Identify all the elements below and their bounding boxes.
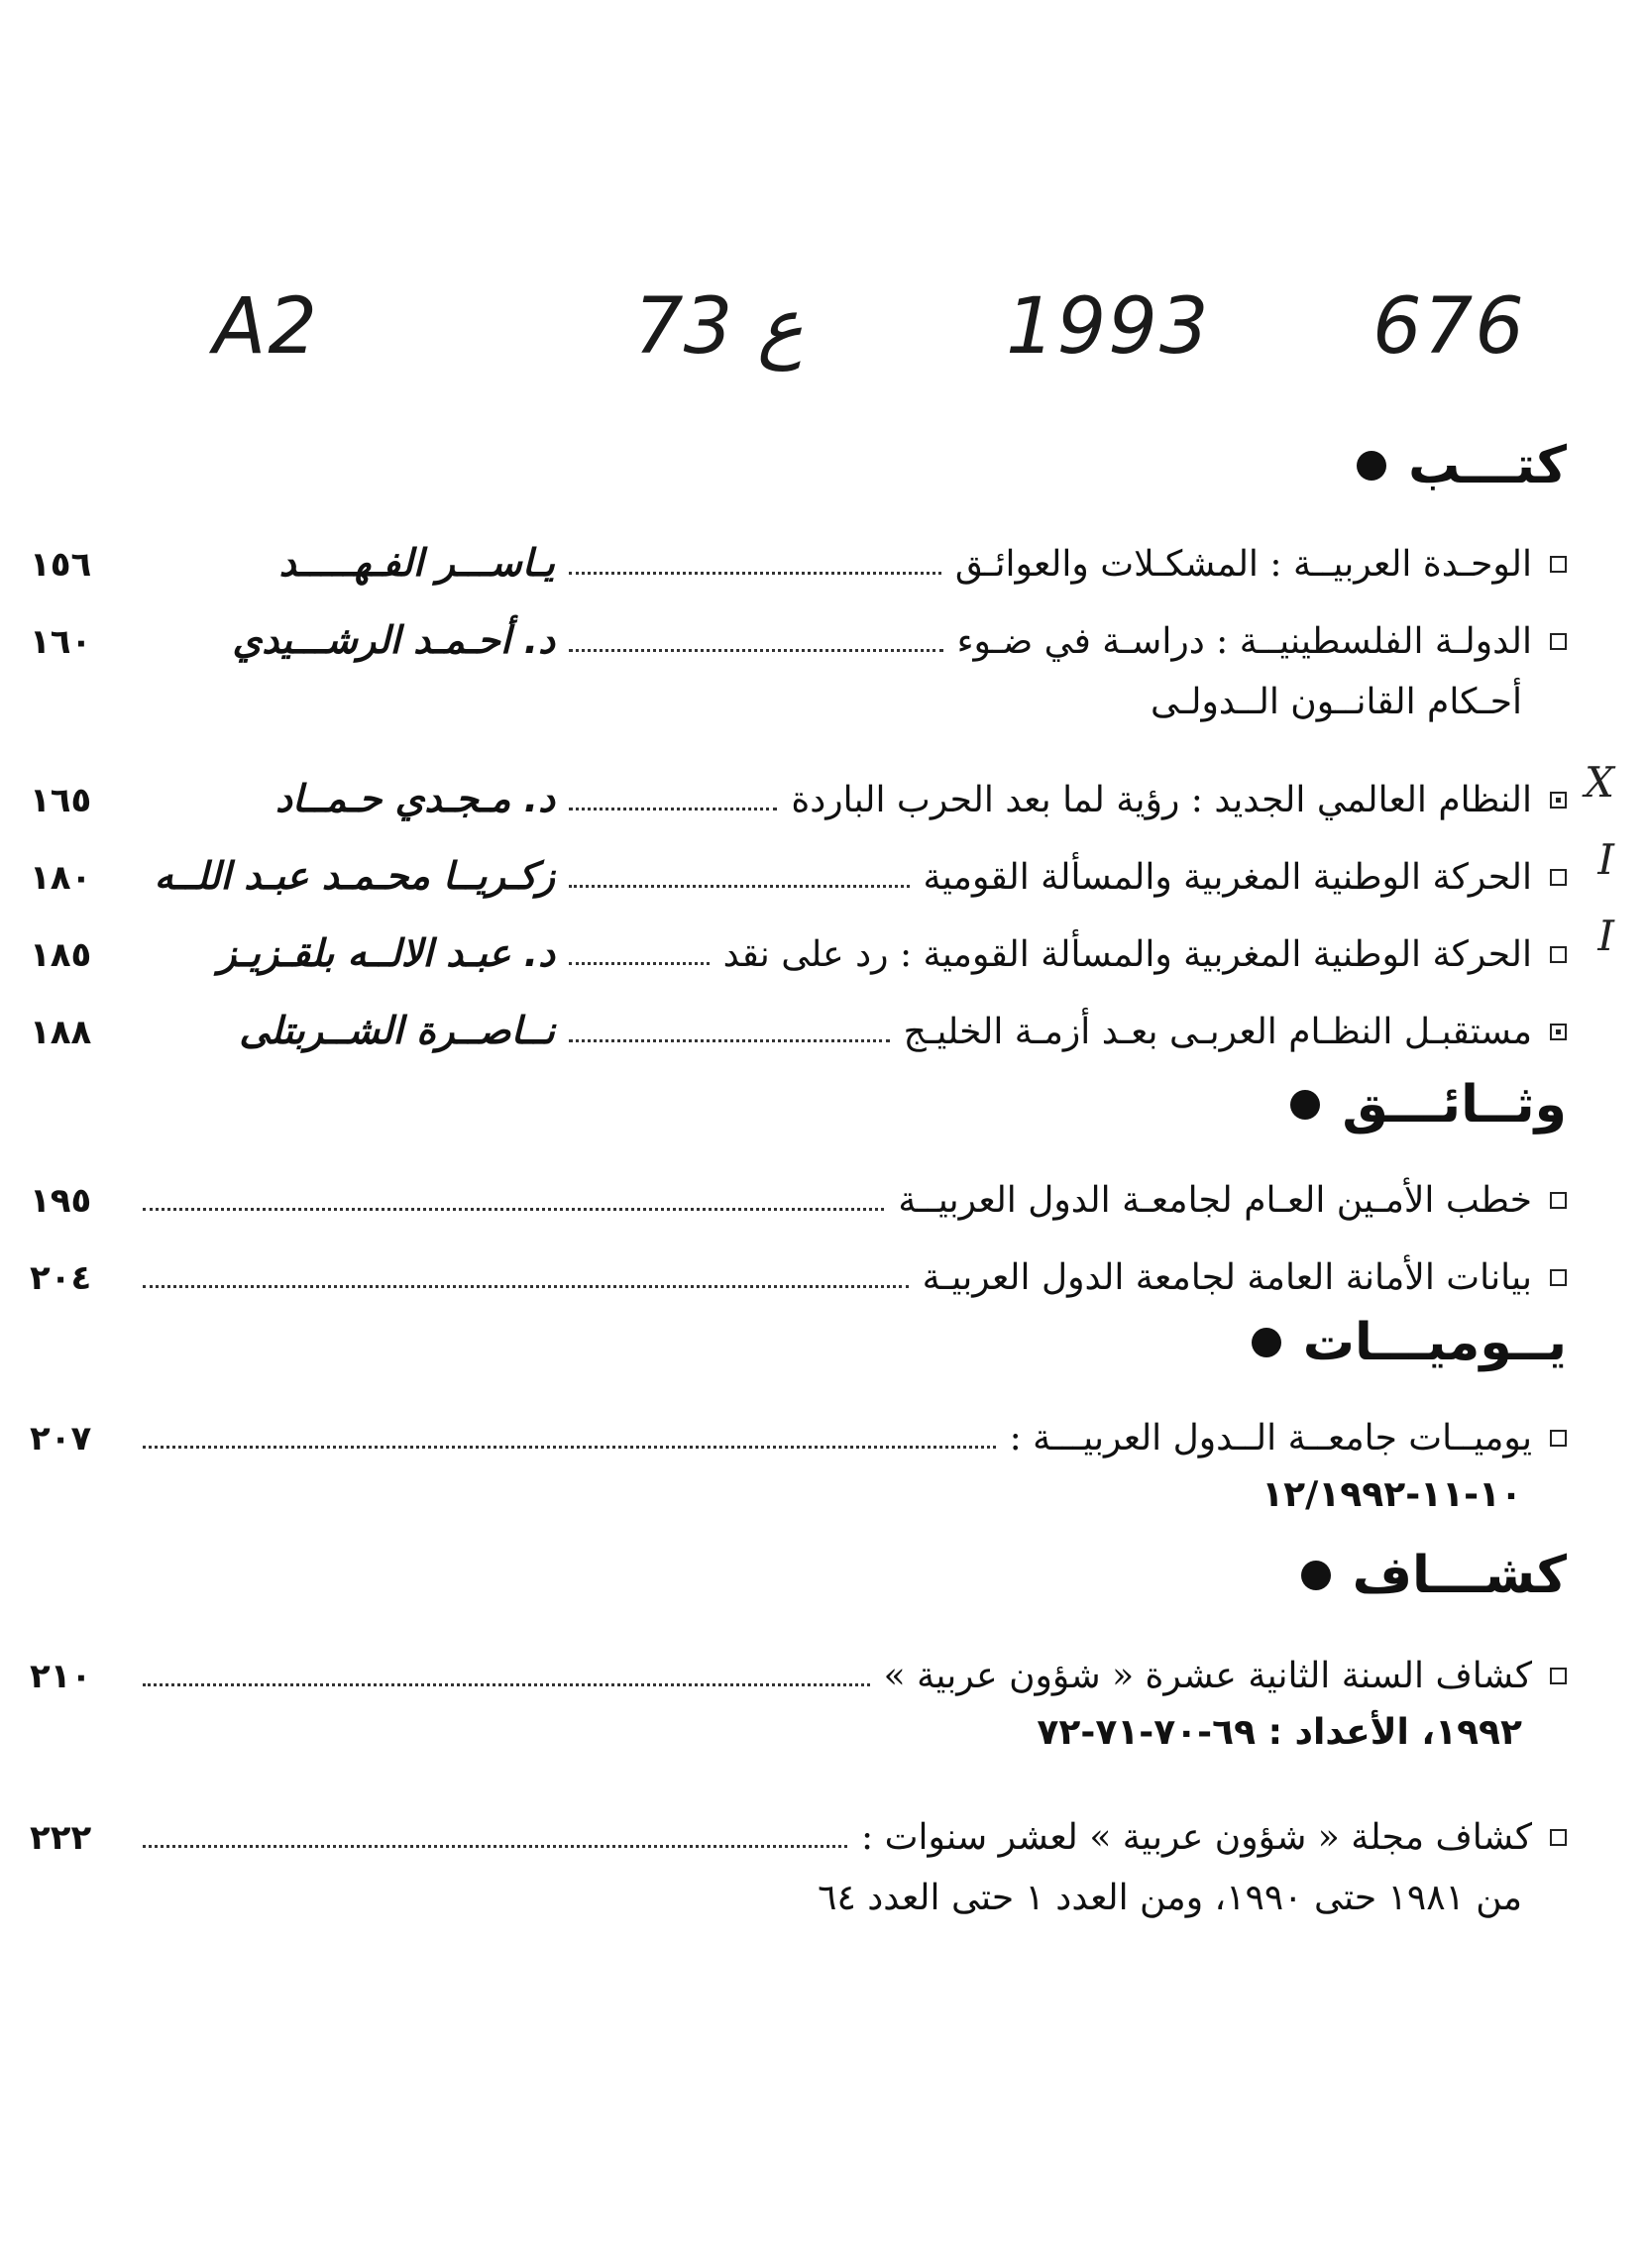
handwritten-mark: I (1597, 835, 1614, 884)
toc-entry (30, 1637, 1567, 1696)
page-number: ٢١٠ (30, 1657, 92, 1696)
bullet-icon (1301, 1561, 1331, 1590)
toc-entry (30, 525, 1567, 585)
toc-entry (30, 1239, 1567, 1298)
page-number: ١٨٠ (30, 858, 92, 898)
checkbox-icon (1550, 1430, 1567, 1447)
section-header-indexes (1301, 1546, 1567, 1605)
page-number: ١٨٥ (30, 935, 92, 975)
handwritten-mark: X (1585, 758, 1614, 807)
section-title: يــوميـــات (1302, 1313, 1567, 1372)
page-number: ٢٠٤ (30, 1258, 92, 1298)
section-header-documents (1290, 1075, 1567, 1134)
entry-title-continuation: ١٩٩٢، الأعداد : ٦٩-٧٠-٧١-٧٢ (1037, 1712, 1522, 1753)
entry-title: خطب الأمـين العـام لجامعـة الدول العربيــة (898, 1180, 1532, 1221)
dot-leader (569, 648, 943, 652)
entry-title-continuation: أحـكام القانــون الــدولـى (1151, 682, 1522, 722)
page-number: ١٦٥ (30, 781, 92, 820)
entry-title: كشاف مجلة « شؤون عربية » لعشر سنوات : (861, 1817, 1532, 1858)
checkbox-icon (1550, 1668, 1567, 1684)
author-name: د. أحـمـد الرشـــيدي (232, 618, 555, 662)
author-name: نــاصــرة الشــربتلى (239, 1009, 555, 1052)
handwritten-note-a2: A2 (213, 282, 319, 372)
page-number: ١٩٥ (30, 1181, 92, 1221)
bullet-icon (1357, 451, 1386, 481)
handwritten-note-number: 676 (1372, 282, 1526, 372)
dot-leader (569, 1038, 890, 1042)
entry-title: الحركة الوطنية المغربية والمسألة القومية (923, 857, 1532, 898)
toc-entry (30, 993, 1567, 1052)
handwritten-note-issue: 73 ع (634, 282, 804, 372)
section-header-diaries (1252, 1313, 1567, 1372)
checkbox-icon (1550, 1024, 1567, 1040)
entry-title-continuation: من ١٩٨١ حتى ١٩٩٠، ومن العدد ١ حتى العدد ٦٤ (818, 1878, 1522, 1918)
checkbox-icon (1550, 946, 1567, 963)
page-number: ٢٢٢ (30, 1818, 92, 1858)
toc-entry (30, 1798, 1567, 1858)
entry-title-continuation: ١٠-١١-١٢/١٩٩٢ (1262, 1474, 1522, 1515)
entry-title: مستقبـل النظـام العربـى بعـد أزمـة الخليـج (903, 1012, 1532, 1052)
handwritten-note-year: 1993 (1006, 282, 1211, 372)
dot-leader (569, 961, 710, 965)
handwritten-mark: I (1597, 912, 1614, 960)
toc-entry (30, 1399, 1567, 1458)
checkbox-icon (1550, 1269, 1567, 1286)
checkbox-icon (1550, 869, 1567, 886)
dot-leader (569, 807, 777, 810)
author-name: د. عبـد الالــه بلقـزيـز (218, 931, 555, 975)
dot-leader (569, 884, 910, 888)
dot-leader (143, 1682, 870, 1686)
checkbox-icon (1550, 792, 1567, 809)
author-name: د. مـجـدي حـمــاد (274, 777, 555, 820)
toc-entry (30, 761, 1567, 820)
entry-title: بيانات الأمانة العامة لجامعة الدول العربيـة (922, 1257, 1532, 1298)
entry-title: يوميــات جامعــة الــدول العربيـــة : (1009, 1418, 1532, 1458)
toc-entry (30, 602, 1567, 662)
section-title: كتـــب (1408, 436, 1567, 495)
toc-entry (30, 1161, 1567, 1221)
toc-entry (30, 838, 1567, 898)
checkbox-icon (1550, 1192, 1567, 1209)
page-number: ٢٠٧ (30, 1419, 92, 1458)
entry-title: الوحـدة العربيــة : المشكـلات والعوائـق (954, 544, 1532, 585)
bullet-icon (1252, 1328, 1281, 1357)
entry-title: كشاف السنة الثانية عشرة « شؤون عربية » (883, 1656, 1532, 1696)
author-name: يـاســـر الفـهـــــد (278, 541, 555, 585)
dot-leader (143, 1844, 847, 1848)
page-number: ١٦٠ (30, 622, 92, 662)
dot-leader (143, 1445, 996, 1449)
checkbox-icon (1550, 556, 1567, 573)
author-name: زكـريــا محـمـد عبـد اللــه (154, 854, 555, 898)
bullet-icon (1290, 1090, 1320, 1120)
section-title: كشـــاف (1352, 1546, 1567, 1605)
section-header-books (1357, 436, 1567, 495)
entry-title: النظام العالمي الجديد : رؤية لما بعد الحرب الباردة (791, 780, 1532, 820)
page-number: ١٥٦ (30, 545, 92, 585)
checkbox-icon (1550, 1829, 1567, 1846)
toc-entry (30, 916, 1567, 975)
page-number: ١٨٨ (30, 1013, 92, 1052)
dot-leader (569, 571, 941, 575)
checkbox-icon (1550, 633, 1567, 650)
dot-leader (143, 1284, 909, 1288)
entry-title: الحركة الوطنية المغربية والمسألة القومية : رد على نقد (722, 934, 1532, 975)
entry-title: الدولـة الفلسطينيــة : دراسـة في ضـوء (956, 621, 1532, 662)
dot-leader (143, 1207, 884, 1211)
section-title: وثــائـــق (1342, 1075, 1567, 1134)
